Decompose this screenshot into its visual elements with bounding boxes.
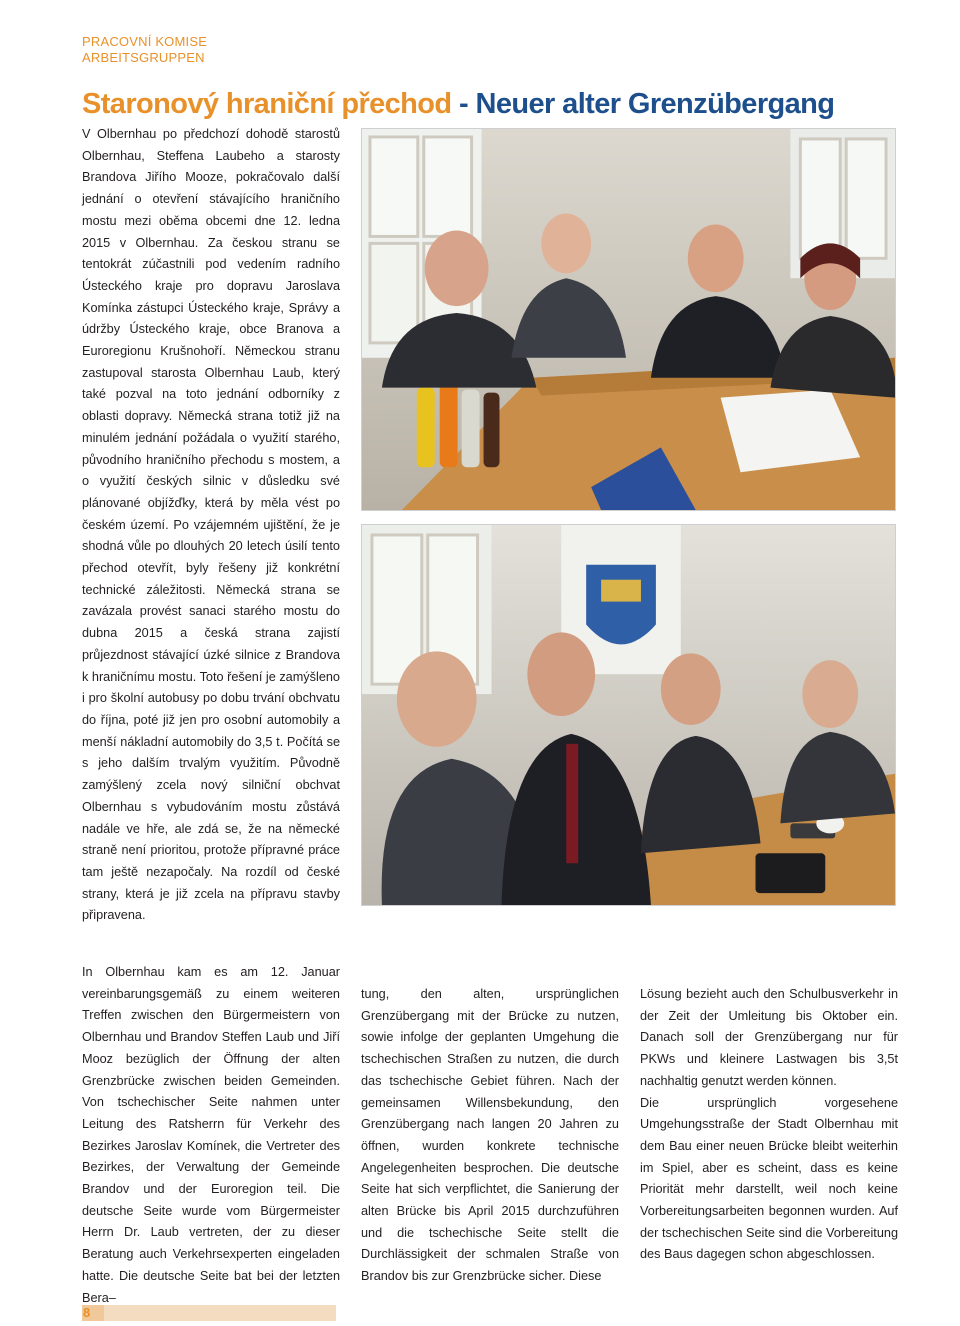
article-text-de-1: In Olbernhau kam es am 12. Januar vereinbarungsgemäß zu einem weiteren Treffen zwischen den Bürgermeistern von Olbernhau und Brandov Steffen Laub und Jiří Mooz bezüglich der Öffnung der alten Grenzbrücke zwischen beiden Gemeinden. Von tschechischer Seite nahmen unter Leitung des Ratsherrn für Verkehr des Bezirkes Jaroslav Komínek, die Vertreter des Bezirkes, der Verwaltung der Gemeinde Brandov und der Euroregion teil. Die deutsche Seite wurde vom Bürgermeister Herrn Dr. Laub vertreten, der zu dieser Beratung auch Verkehrsexperten eingeladen hatte. Die deutsche Seite bat bei der letzten Bera– [82, 965, 340, 1305]
page-title [82, 86, 942, 122]
footer-bar [82, 1305, 336, 1321]
meeting-photo-1 [361, 128, 896, 511]
title-cz: Staronový hraniční přechod [82, 88, 452, 120]
article-column-de-2 [361, 984, 619, 1288]
title-separator: - [451, 88, 476, 120]
page-number: 8 [82, 1305, 104, 1321]
article-body-cz [82, 124, 340, 927]
article-column-de-1 [82, 962, 340, 1309]
article-text-de-2: tung, den alten, ursprünglichen Grenzübergang mit der Brücke zu nutzen, sowie infolge der geplanten Umgehung die tschechischen Straßen zu nutzen, die durch das tschechische Gebiet führen. Nach der gemeinsamen Willensbekundung, den Grenzübergang nach langen 20 Jahren zu öffnen, wurden konkrete technische Angelegenheiten besprochen. Die deutsche Seite hat sich verpflichtet, die Sanierung der alten Brücke bis April 2015 durchzuführen und die tschechische Seite stellt die Durchlässigkeit der schmalen Straße von Brandov bis zur Grenzbrücke sicher. Diese [361, 987, 619, 1284]
article-text-de-3b: Die ursprünglich vorgesehene Umgehungsstraße der Stadt Olbernhau mit dem Bau einer neuen Brücke bleibt weiterhin im Spiel, aber es scheint, dass es keine Priorität mehr darstellt, weil noch keine Vorbereitungsarbeiten begonnen wurden. Auf der tschechischen Seite sind die Vorbereitung des Baus dagegen schon abgeschlossen. [640, 1095, 898, 1262]
section-label-cz: PRACOVNÍ KOMISE [82, 34, 208, 49]
article-text-cz: V Olbernhau po předchozí dohodě starostů Olbernhau, Steffena Laubeho a starosty Brandova Jiřího Mooze, pokračovalo další jednání o otevření stávajícího hraničního mostu mezi oběma obcemi dne 12. ledna 2015 v Olbernhau. Za českou stranu se tentokrát zúčastnili pod vedením radního Ústeckého kraje pro dopravu Jaroslava Komínka zástupci Ústeckého kraje, Správy a údržby Ústeckého kraje, obce Branova a Euroregionu Krušnohoří. Německou stranu zastupoval starosta Olbernhau Laub, který také pozval na toto jednání odborníky z oblasti dopravy. Německá strana totiž již na minulém jednání požádala o využití starého, původního hraničního přechodu s mostem, a o využití českých silnic v důsledku své plánované objížďky, která by měla vést po českém území. Po vzájemném ujištění, že je shodná vůle po dlouhých 20 letech úsilí tento přechod otevřít, byly řešeny již konkrétní technické záležitosti. Německá strana se zavázala provést sanaci starého mostu do dubna 2015 a česká strana zajistí průjezdnost stávající úzké silnice z Brandova k hraničnímu mostu. Toto řešení je zamýšleno i pro školní autobusy po dobu trvání obchvatu do října, poté již jen pro osobní automobily a menší nákladní automobily do 3,5 t. Počítá se s jeho dalším trvalým využitím. Původně zamýšlený zcela nový silniční obchvat Olbernhau s vybudováním mostu zůstává nadále ve hře, ale zdá se, že na německé straně není prioritou, protože přípravné práce tam ještě nezapočaly. Na rozdíl od české strany, která je již zcela na přípravu stavby připravena. [82, 127, 340, 923]
article-text-de-3a: Lösung bezieht auch den Schulbusverkehr in der Zeit der Umleitung bis Oktober ein. Danach soll der Grenzübergang nur für PKWs und kleinere Lastwagen bis 3,5t nachhaltig genutzt werden können. [640, 987, 898, 1088]
article-column-de-3 [640, 984, 898, 1266]
section-label-de: ARBEITSGRUPPEN [82, 49, 205, 65]
title-de: Neuer alter Grenzübergang [475, 88, 835, 120]
section-label [82, 34, 207, 65]
meeting-photo-2 [361, 524, 896, 906]
